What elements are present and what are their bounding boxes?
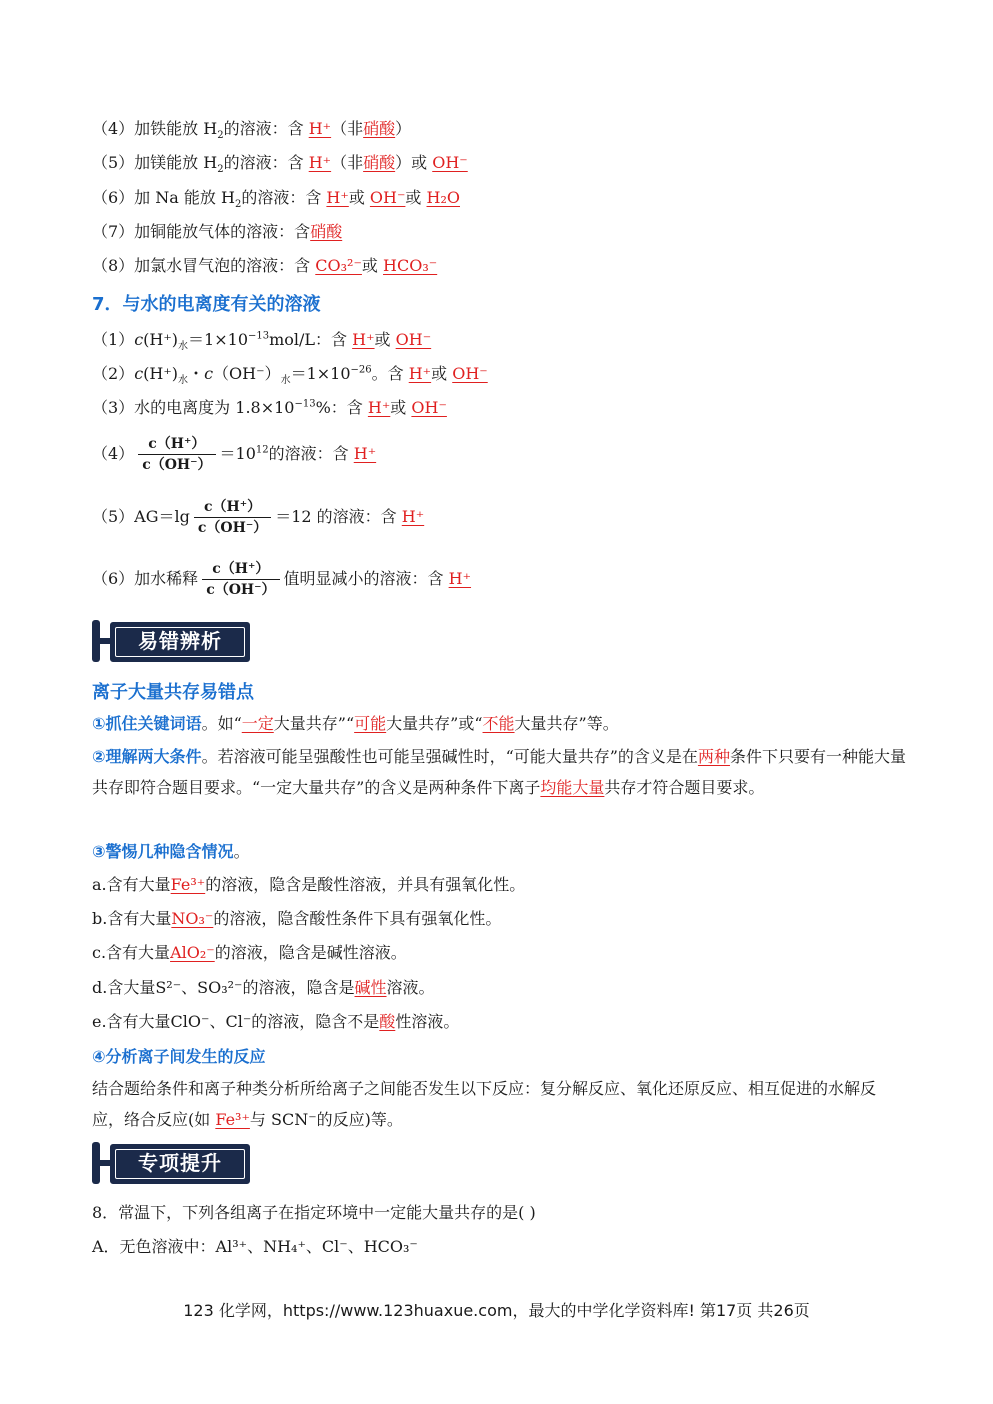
var-c: c bbox=[204, 364, 214, 383]
lead: ④分析离子间发生的反应 bbox=[92, 1047, 266, 1066]
text: (H⁺) bbox=[143, 364, 179, 383]
s7-line-6 bbox=[92, 559, 471, 600]
denominator: c（OH⁻） bbox=[206, 582, 276, 598]
item-7 bbox=[92, 221, 342, 243]
text: 值明显减小的溶液：含 bbox=[283, 569, 449, 588]
answer: OH⁻ bbox=[432, 153, 468, 172]
superscript: −13 bbox=[248, 330, 270, 342]
error-point-3 bbox=[92, 836, 907, 867]
answer: 硝酸 bbox=[363, 153, 396, 172]
text: c.含有大量 bbox=[92, 943, 171, 962]
banner-bar bbox=[92, 1142, 100, 1184]
banner-bar bbox=[92, 620, 100, 662]
question-8-stem: 8．常温下，下列各组离子在指定环境中一定能大量共存的是( ) bbox=[92, 1203, 536, 1222]
text: a.含有大量 bbox=[92, 875, 171, 894]
text: 或 bbox=[374, 330, 396, 349]
text: 大量共存”等。 bbox=[514, 714, 619, 733]
text: ）或 bbox=[395, 153, 433, 172]
s7-line-5 bbox=[92, 497, 424, 538]
text: 或 bbox=[431, 364, 453, 383]
var-c: c bbox=[134, 330, 144, 349]
text: 。含 bbox=[371, 364, 409, 383]
text: ＝1×10 bbox=[290, 364, 351, 383]
text: （2） bbox=[92, 364, 135, 383]
answer: NO₃⁻ bbox=[171, 909, 214, 928]
answer: AlO₂⁻ bbox=[170, 943, 215, 962]
banner-label: 易错辨析 bbox=[115, 627, 245, 657]
text: 的溶液，隐含是酸性溶液，并具有强氧化性。 bbox=[205, 875, 526, 894]
answer: H⁺ bbox=[408, 364, 432, 383]
answer: OH⁻ bbox=[369, 188, 406, 207]
error-e bbox=[92, 1011, 459, 1033]
var-c: c bbox=[134, 364, 144, 383]
text: （4） bbox=[92, 444, 135, 463]
text: （6）加 Na 能放 H bbox=[92, 188, 235, 207]
answer: H⁺ bbox=[308, 153, 332, 172]
text: b.含有大量 bbox=[92, 909, 172, 928]
error-c bbox=[92, 942, 407, 964]
text: 的溶液：含 bbox=[223, 119, 309, 138]
answer: Fe³⁺ bbox=[215, 1110, 250, 1129]
banner-error-analysis bbox=[92, 620, 248, 662]
answer: CO₃²⁻ bbox=[315, 256, 362, 275]
banner-label: 专项提升 bbox=[115, 1149, 245, 1179]
text: （6）加水稀释 bbox=[92, 569, 199, 588]
answer: OH⁻ bbox=[452, 364, 488, 383]
numerator: c（H⁺） bbox=[194, 497, 271, 518]
text: 结合题给条件和离子种类分析所给离子之间能否发生以下反应：复分解反应、氧化还原反应、相互促进的水解反应，络合反应(如 bbox=[92, 1079, 877, 1129]
answer: H⁺ bbox=[353, 444, 377, 463]
section-7-title: 7．与水的电离度有关的溶液 bbox=[92, 294, 321, 315]
text: 大量共存”“ bbox=[273, 714, 355, 733]
text: （1） bbox=[92, 330, 135, 349]
error-point-1 bbox=[92, 708, 907, 739]
question-8-option-a: A．无色溶液中：Al³⁺、NH₄⁺、Cl⁻、HCO₃⁻ bbox=[92, 1237, 418, 1256]
text: 或 bbox=[361, 256, 384, 275]
text: 的溶液：含 bbox=[241, 188, 327, 207]
text: 与 SCN⁻的反应)等。 bbox=[249, 1110, 403, 1129]
text: （非 bbox=[331, 119, 364, 138]
banner-box bbox=[110, 1144, 250, 1184]
answer: H⁺ bbox=[352, 330, 375, 349]
page-footer: 123 化学网，https://www.123huaxue.com，最大的中学化学资料库! 第17页 共26页 bbox=[183, 1301, 810, 1320]
s7-line-2 bbox=[92, 363, 488, 385]
numerator: c（H⁺） bbox=[138, 434, 215, 455]
text: 共存才符合题目要求。 bbox=[604, 778, 765, 797]
answer: 碱性 bbox=[354, 978, 387, 997]
denominator: c（OH⁻） bbox=[197, 520, 268, 536]
item-6 bbox=[92, 187, 460, 209]
lead: ③警惕几种隐含情况 bbox=[92, 842, 234, 861]
text: （5）加镁能放 H bbox=[92, 153, 218, 172]
item-8 bbox=[92, 255, 437, 277]
answer: 硝酸 bbox=[363, 119, 396, 138]
s7-line-4 bbox=[92, 434, 376, 475]
answer: 两种 bbox=[697, 747, 730, 766]
superscript: −26 bbox=[350, 364, 372, 376]
text: 。如“ bbox=[201, 714, 242, 733]
subscript: 2 bbox=[217, 164, 224, 176]
text: （5）AG＝lg bbox=[92, 507, 190, 526]
text: %：含 bbox=[315, 398, 368, 417]
text: 或 bbox=[348, 188, 370, 207]
text: 的溶液：含 bbox=[268, 444, 354, 463]
fraction bbox=[202, 559, 279, 600]
subscript: 2 bbox=[234, 199, 242, 211]
answer: H⁺ bbox=[326, 188, 349, 207]
text: mol/L：含 bbox=[269, 330, 353, 349]
banner-special-practice bbox=[92, 1142, 248, 1184]
text: 条件下只要有一种能大量共存即符合题目要求。“一定大量共存”的含义是两种条件下离子 bbox=[92, 747, 906, 797]
text: 或 bbox=[390, 398, 412, 417]
text: 溶液。 bbox=[386, 978, 435, 997]
text: （OH⁻） bbox=[213, 364, 281, 383]
error-point-2 bbox=[92, 741, 907, 803]
error-b bbox=[92, 908, 501, 930]
text: （7）加铜能放气体的溶液：含 bbox=[92, 222, 311, 241]
text: 的溶液，隐含酸性条件下具有强氧化性。 bbox=[213, 909, 502, 928]
errors-title: 离子大量共存易错点 bbox=[92, 682, 254, 703]
item-5 bbox=[92, 152, 468, 174]
answer: 不能 bbox=[482, 714, 515, 733]
text: 的溶液：含 bbox=[223, 153, 309, 172]
text: 。 bbox=[233, 842, 250, 861]
error-point-4 bbox=[92, 1041, 907, 1072]
s7-line-3 bbox=[92, 397, 447, 419]
answer: 均能大量 bbox=[540, 778, 605, 797]
text: 。若溶液可能呈强酸性也可能呈强碱性时，“可能大量共存”的含义是在 bbox=[201, 747, 698, 766]
error-d bbox=[92, 977, 435, 999]
text: (H⁺) bbox=[143, 330, 179, 349]
s7-line-1 bbox=[92, 329, 431, 351]
subscript: 2 bbox=[217, 130, 224, 142]
text: d.含大量S²⁻、SO₃²⁻的溶液，隐含是 bbox=[92, 978, 355, 997]
fraction bbox=[194, 497, 271, 538]
text: （8）加氯水冒气泡的溶液：含 bbox=[92, 256, 316, 275]
subscript: 水 bbox=[178, 341, 189, 353]
answer: H₂O bbox=[426, 188, 460, 207]
text: （3）水的电离度为 1.8×10 bbox=[92, 398, 295, 417]
lead: ①抓住关键词语 bbox=[92, 714, 202, 733]
answer: 酸 bbox=[379, 1012, 396, 1031]
superscript: −13 bbox=[294, 398, 316, 410]
text: 或 bbox=[405, 188, 427, 207]
answer: OH⁻ bbox=[395, 330, 432, 349]
text: ＝10 bbox=[219, 444, 256, 463]
error-a bbox=[92, 874, 525, 896]
answer: H⁺ bbox=[448, 569, 472, 588]
text: e.含有大量ClO⁻、Cl⁻的溶液，隐含不是 bbox=[92, 1012, 380, 1031]
answer: Fe³⁺ bbox=[170, 875, 206, 894]
lead: ②理解两大条件 bbox=[92, 747, 202, 766]
denominator: c（OH⁻） bbox=[142, 457, 212, 473]
numerator: c（H⁺） bbox=[202, 559, 279, 580]
text: 的溶液，隐含是碱性溶液。 bbox=[214, 943, 407, 962]
text: ＝12 的溶液：含 bbox=[275, 507, 402, 526]
answer: OH⁻ bbox=[411, 398, 447, 417]
text: （4）加铁能放 H bbox=[92, 119, 218, 138]
superscript: 12 bbox=[255, 444, 269, 456]
text: （非 bbox=[331, 153, 364, 172]
text: 性溶液。 bbox=[395, 1012, 460, 1031]
answer: H⁺ bbox=[308, 119, 332, 138]
text: 大量共存”或“ bbox=[386, 714, 483, 733]
answer: H⁺ bbox=[401, 507, 425, 526]
banner-box bbox=[110, 622, 250, 662]
answer: 一定 bbox=[241, 714, 274, 733]
text: ＝1×10 bbox=[188, 330, 248, 349]
subscript: 水 bbox=[280, 375, 291, 387]
answer: HCO₃⁻ bbox=[383, 256, 438, 275]
answer: H⁺ bbox=[367, 398, 391, 417]
item-4 bbox=[92, 118, 411, 140]
text: ・ bbox=[188, 364, 205, 383]
text: ） bbox=[395, 119, 412, 138]
fraction bbox=[138, 434, 215, 475]
error-point-4-body bbox=[92, 1073, 907, 1135]
answer: 硝酸 bbox=[310, 222, 343, 241]
subscript: 水 bbox=[178, 375, 189, 387]
answer: 可能 bbox=[354, 714, 387, 733]
